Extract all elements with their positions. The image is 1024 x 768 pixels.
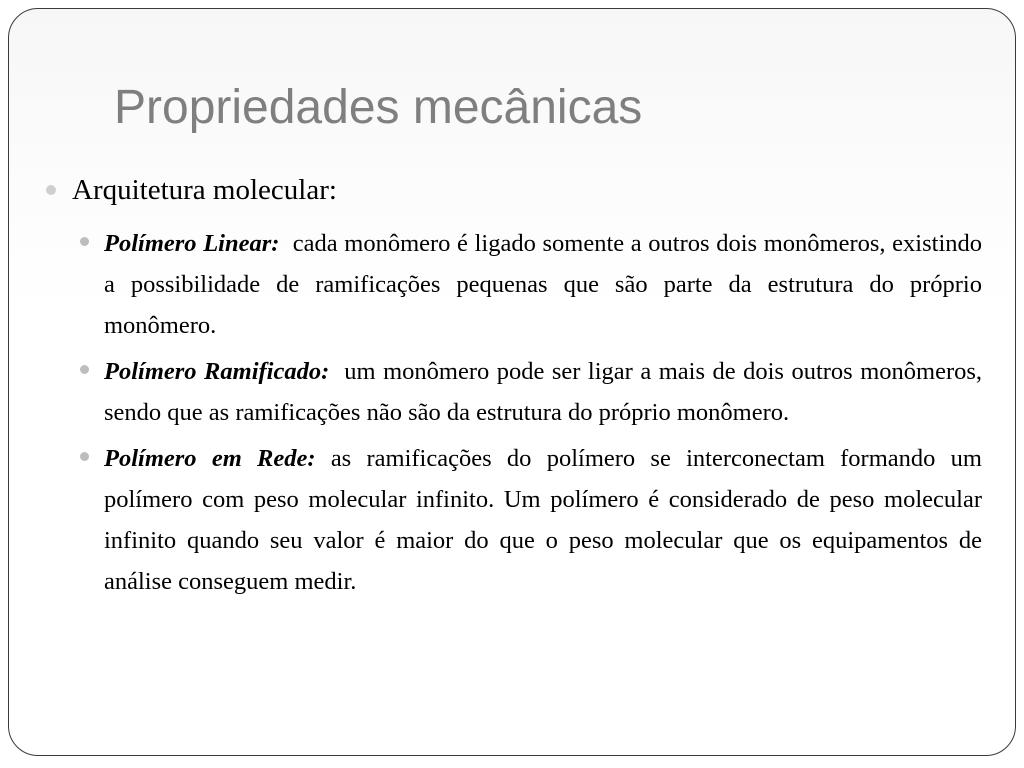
list-item-ramificado xyxy=(80,351,982,433)
list-item-text xyxy=(104,438,982,602)
list-item-text xyxy=(104,223,982,346)
sub-bullet-list xyxy=(80,223,982,607)
sub-bullet-dot-icon xyxy=(80,237,89,246)
sub-bullet-dot-icon xyxy=(80,365,89,374)
term-description: as ramificações do polímero se interconectam formando um polímero com peso molecular infinito. Um polímero é considerado de peso molecular infinito quando seu valor é maior do que o peso molecular que os equipamentos de análise conseguem medir. xyxy=(104,445,982,595)
list-item-text xyxy=(104,351,982,433)
bullet-arquitetura xyxy=(46,172,986,208)
bullet-label: Arquitetura molecular: xyxy=(72,174,337,206)
term-description: um monômero pode ser ligar a mais de dois outros monômeros, sendo que as ramificações não são da estrutura do próprio monômero. xyxy=(104,358,983,426)
list-item-linear xyxy=(80,223,982,346)
bullet-dot-icon xyxy=(46,185,56,195)
slide-title: Propriedades mecânicas xyxy=(114,81,643,134)
term-label: Polímero Ramificado: xyxy=(104,358,330,385)
list-item-rede xyxy=(80,438,982,602)
term-label: Polímero Linear: xyxy=(104,230,280,257)
term-description: cada monômero é ligado somente a outros dois monômeros, existindo a possibilidade de ramificações pequenas que são parte da estrutura do próprio monômero. xyxy=(104,230,982,339)
term-label: Polímero em Rede: xyxy=(104,445,316,472)
sub-bullet-dot-icon xyxy=(80,452,89,461)
